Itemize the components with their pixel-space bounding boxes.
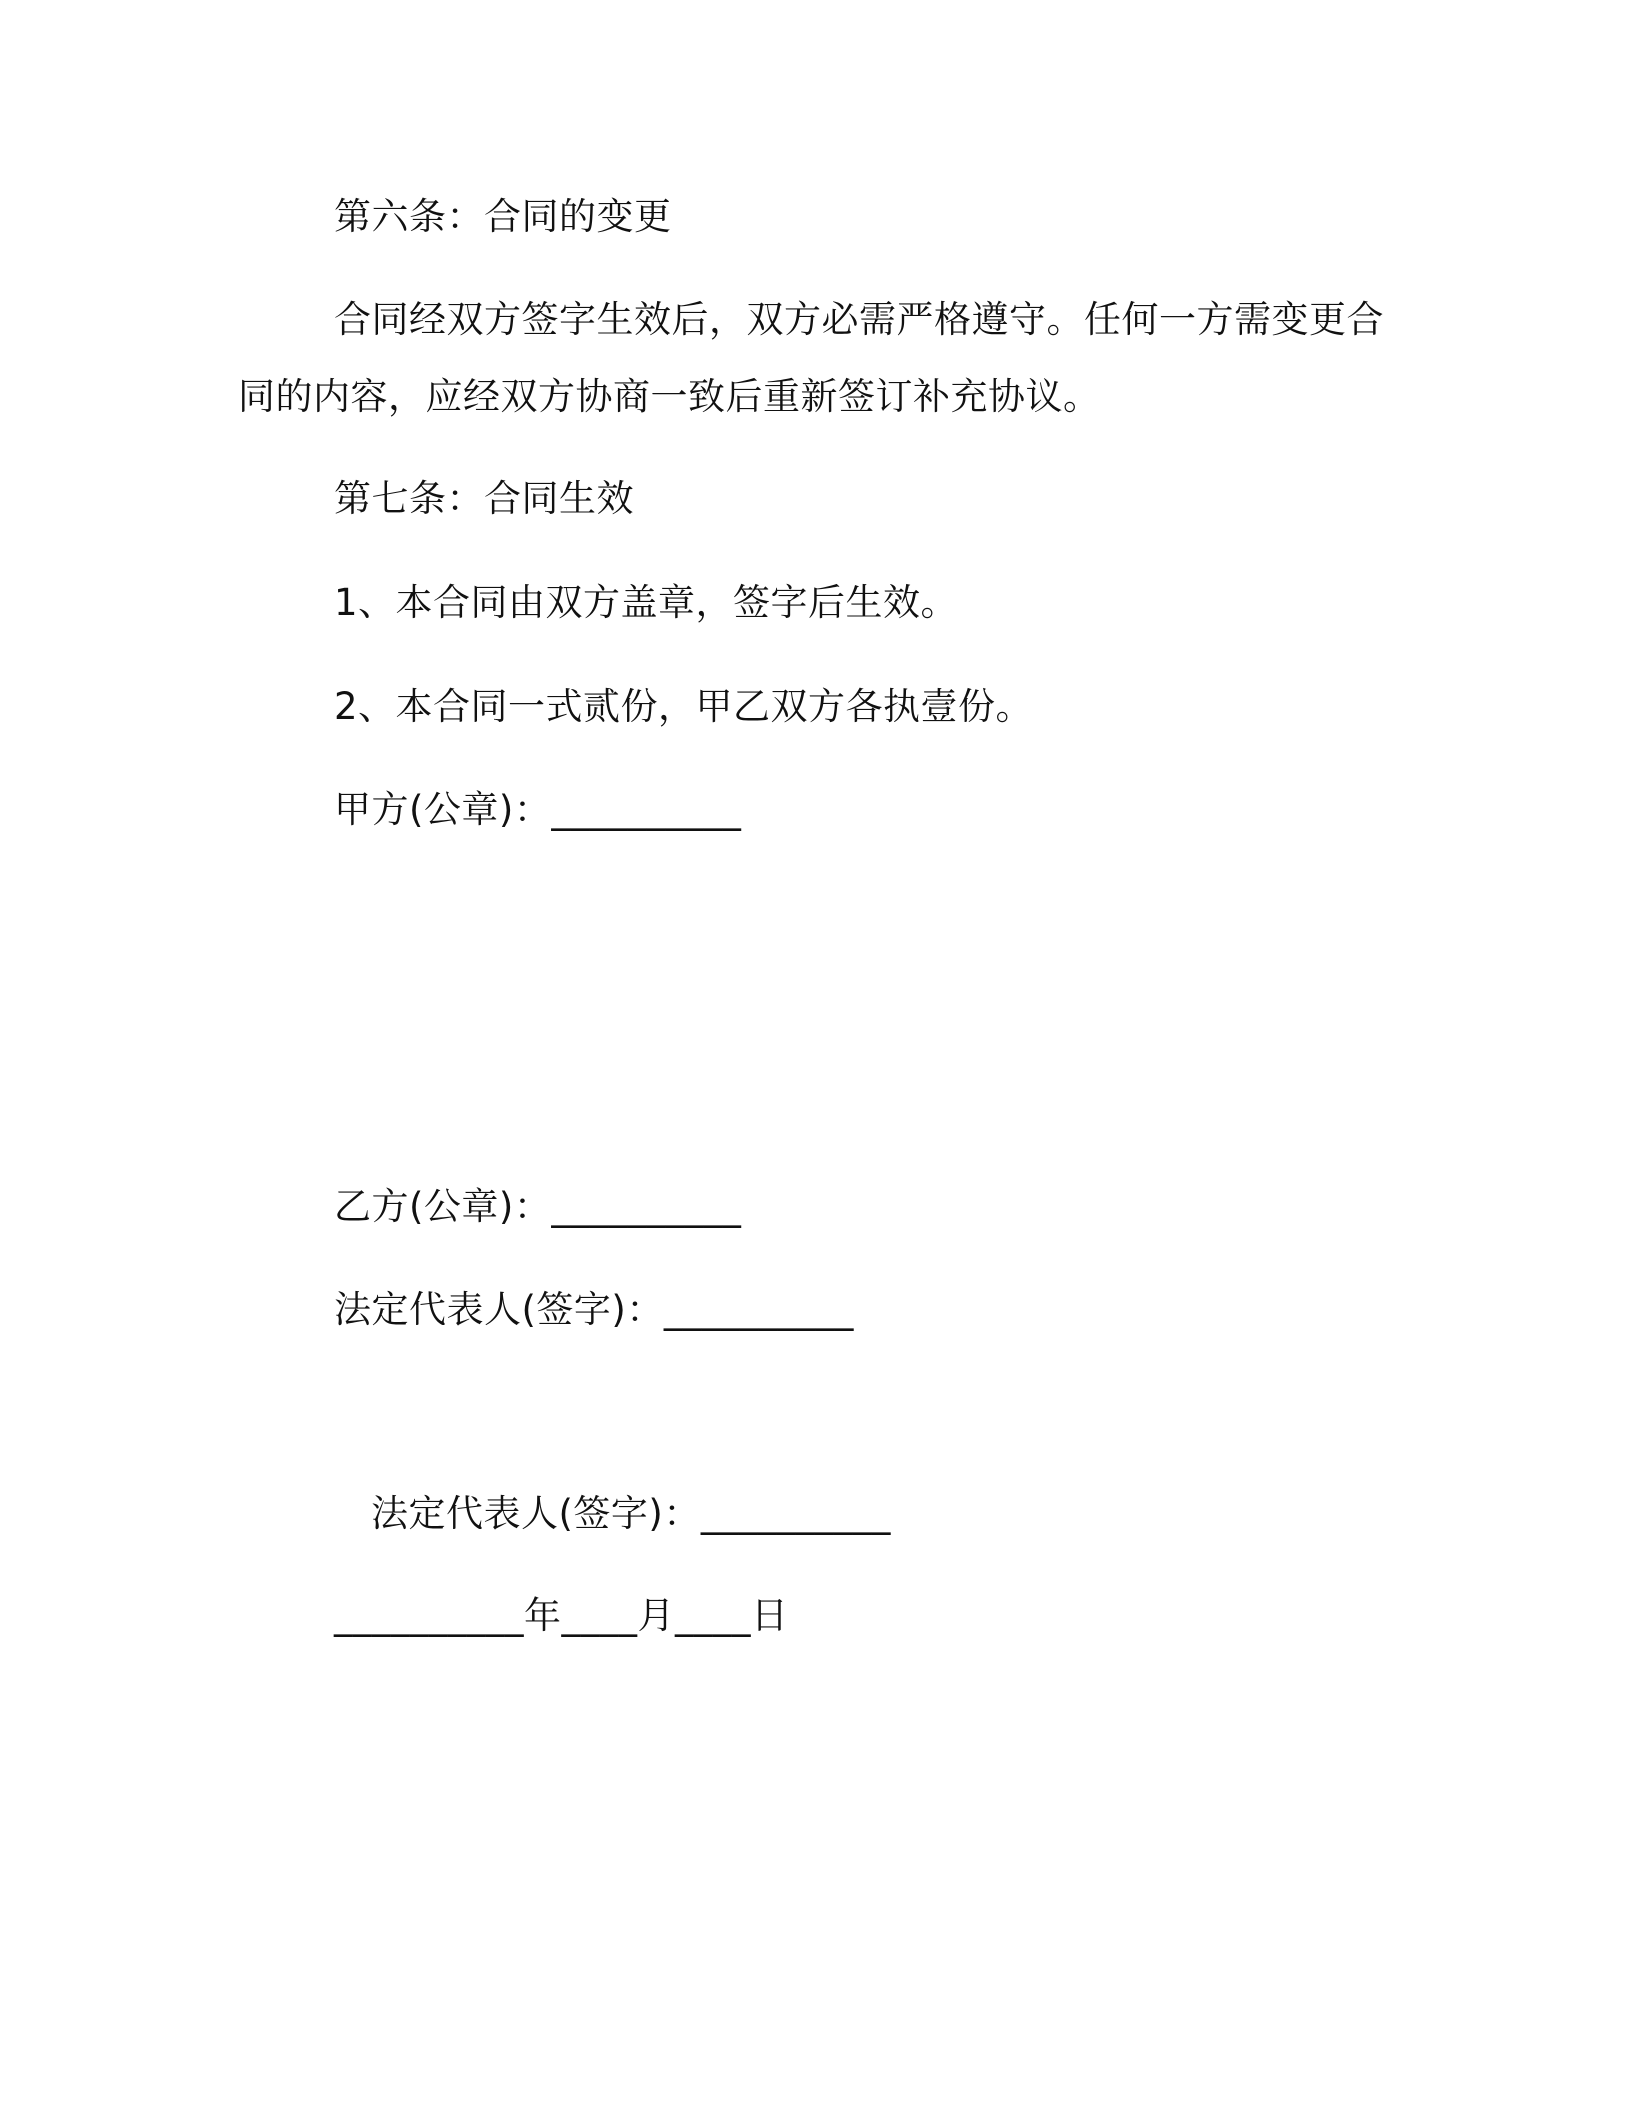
article7-heading: 第七条：合同生效 [334, 477, 634, 520]
party-b-seal-line: 乙方(公章)：__________ [334, 1185, 742, 1228]
legal-rep-signature-line-2: 法定代表人(签字)：__________ [371, 1492, 891, 1535]
article6-body-line2: 同的内容，应经双方协商一致后重新签订补充协议。 [238, 375, 1101, 418]
party-a-seal-line: 甲方(公章)：__________ [334, 788, 742, 831]
article6-heading: 第六条：合同的变更 [334, 195, 672, 238]
article7-item2: 2、本合同一式贰份，甲乙双方各执壹份。 [334, 685, 1034, 728]
article7-item1: 1、本合同由双方盖章，签字后生效。 [334, 581, 959, 624]
article6-body-line1: 合同经双方签字生效后，双方必需严格遵守。任何一方需变更合 [334, 298, 1384, 341]
date-line: __________年____月____日 [334, 1594, 789, 1637]
legal-rep-signature-line-1: 法定代表人(签字)：__________ [334, 1288, 854, 1331]
